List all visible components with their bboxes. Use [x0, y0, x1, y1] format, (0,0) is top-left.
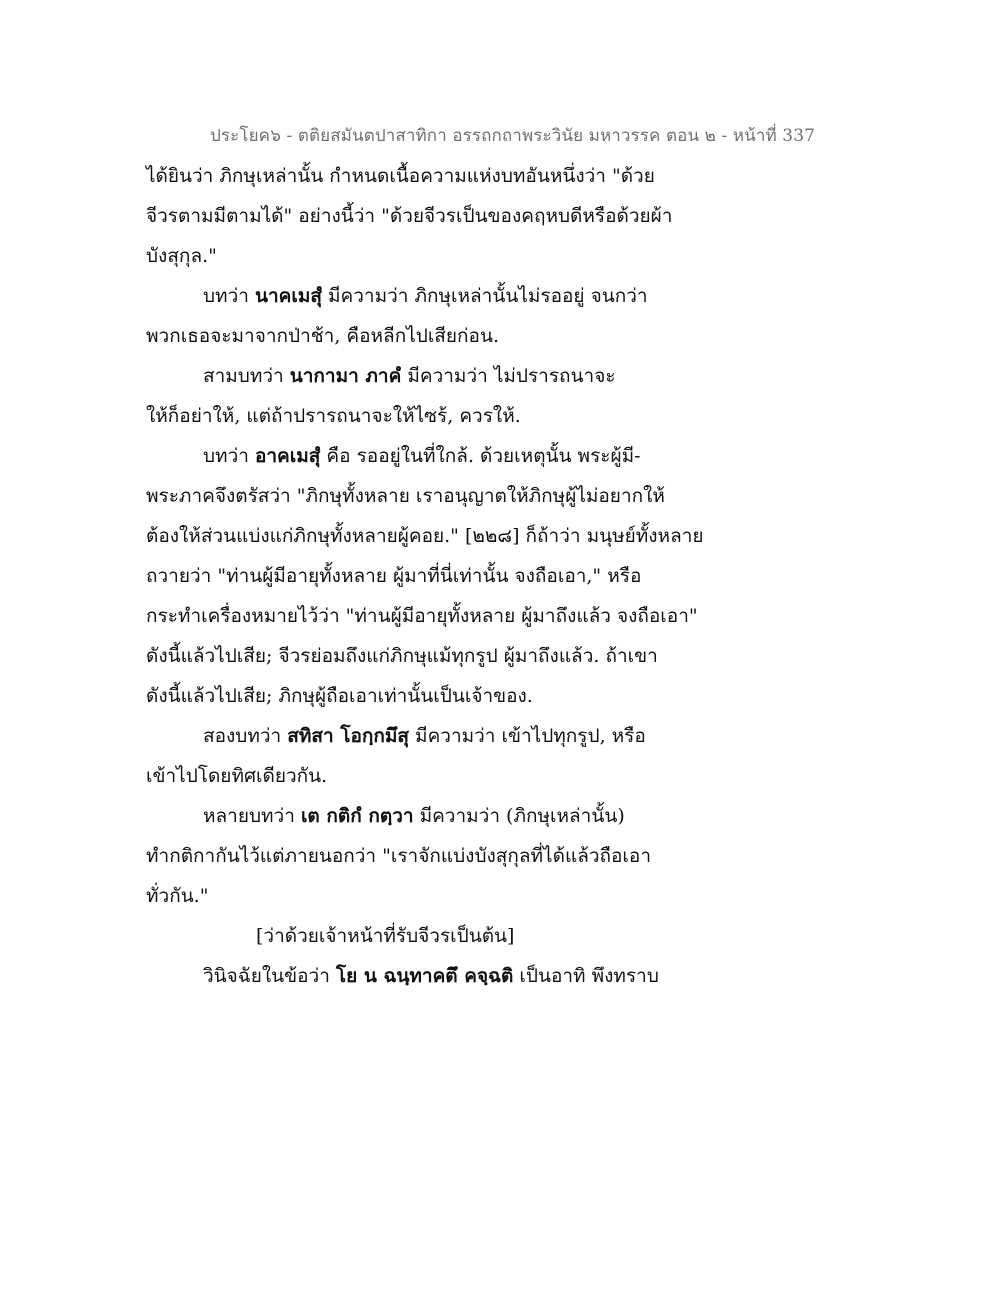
text-line	[146, 476, 746, 516]
text-line	[146, 556, 746, 596]
text-run: บทว่า	[203, 285, 255, 307]
page-header: ประโยค๖ - ตติยสมันตปาสาทิกา อรรถกถาพระวินัย มหาวรรค ตอน ๒ - หน้าที่ 337	[210, 126, 816, 146]
text-run: บทว่า	[203, 445, 255, 467]
pali-term: เต กติกํ กตฺวา	[300, 805, 414, 827]
text-run: กระทำเครื่องหมายไว้ว่า "ท่านผู้มีอายุทั้งหลาย ผู้มาถึงแล้ว จงถือเอา"	[146, 605, 698, 627]
text-line	[146, 716, 746, 756]
section-heading	[146, 916, 746, 956]
text-run: มีความว่า ไม่ปรารถนาจะ	[401, 365, 616, 387]
text-run: คือ รออยู่ในที่ใกล้. ด้วยเหตุนั้น พระผู้มี-	[320, 445, 641, 467]
text-run: วินิจฉัยในข้อว่า	[203, 965, 336, 987]
pali-term: โย น ฉนฺทาคตึ คจฺฉติ	[335, 965, 514, 987]
text-run: เข้าไปโดยทิศเดียวกัน.	[146, 765, 328, 787]
text-run: มีความว่า (ภิกษุเหล่านั้น)	[413, 805, 625, 827]
pali-term: นากามา ภาคํ	[289, 365, 402, 387]
text-run: ต้องให้ส่วนแบ่งแก่ภิกษุทั้งหลายผู้คอย." [๒๒๘] ก็ถ้าว่า มนุษย์ทั้งหลาย	[146, 525, 704, 547]
text-run: เป็นอาทิ พึงทราบ	[513, 965, 659, 987]
text-run: ได้ยินว่า ภิกษุเหล่านั้น กำหนดเนื้อความแห่งบทอันหนึ่งว่า "ด้วย	[146, 165, 655, 187]
text-run: บังสุกุล."	[146, 245, 217, 267]
text-line	[146, 436, 746, 476]
text-run: ให้ก็อย่าให้, แต่ถ้าปรารถนาจะให้ไซร้, ควรให้.	[146, 405, 521, 427]
text-line	[146, 636, 746, 676]
text-line	[146, 956, 746, 996]
text-line	[146, 196, 746, 236]
text-line	[146, 796, 746, 836]
text-line	[146, 276, 746, 316]
pali-term: สทิสา โอกฺกมึสุ	[287, 725, 409, 747]
text-run: หลายบทว่า	[203, 805, 301, 827]
text-line	[146, 356, 746, 396]
text-run: [ว่าด้วยเจ้าหน้าที่รับจีวรเป็นต้น]	[256, 925, 515, 947]
text-line	[146, 236, 746, 276]
text-run: ถวายว่า "ท่านผู้มีอายุทั้งหลาย ผู้มาที่นี่เท่านั้น จงถือเอา," หรือ	[146, 565, 642, 587]
text-run: สองบทว่า	[203, 725, 288, 747]
text-line	[146, 676, 746, 716]
text-run: ทั่วกัน."	[146, 885, 209, 907]
text-line	[146, 756, 746, 796]
text-run: ทำกติกากันไว้แต่ภายนอกว่า "เราจักแบ่งบังสุกุลที่ได้แล้วถือเอา	[146, 845, 651, 867]
text-run: มีความว่า เข้าไปทุกรูป, หรือ	[409, 725, 646, 747]
pali-term: นาคเมสุํ	[254, 285, 322, 307]
text-line	[146, 516, 746, 556]
text-run: ดังนี้แล้วไปเสีย; จีวรย่อมถึงแก่ภิกษุแม้ทุกรูป ผู้มาถึงแล้ว. ถ้าเขา	[146, 645, 658, 667]
text-run: พวกเธอจะมาจากป่าช้า, คือหลีกไปเสียก่อน.	[146, 325, 499, 347]
text-line	[146, 876, 746, 916]
text-run: สามบทว่า	[203, 365, 290, 387]
pali-term: อาคเมสุํ	[254, 445, 321, 467]
text-run: ดังนี้แล้วไปเสีย; ภิกษุผู้ถือเอาเท่านั้นเป็นเจ้าของ.	[146, 685, 533, 707]
body-text	[146, 156, 746, 996]
text-line	[146, 156, 746, 196]
text-line	[146, 836, 746, 876]
text-run: พระภาคจึงตรัสว่า "ภิกษุทั้งหลาย เราอนุญาตให้ภิกษุผู้ไม่อยากให้	[146, 485, 665, 507]
text-line	[146, 596, 746, 636]
text-run: จีวรตามมีตามได้" อย่างนี้ว่า "ด้วยจีวรเป็นของคฤหบดีหรือด้วยผ้า	[146, 205, 673, 227]
text-run: มีความว่า ภิกษุเหล่านั้นไม่รออยู่ จนกว่า	[321, 285, 648, 307]
text-line	[146, 316, 746, 356]
text-line	[146, 396, 746, 436]
